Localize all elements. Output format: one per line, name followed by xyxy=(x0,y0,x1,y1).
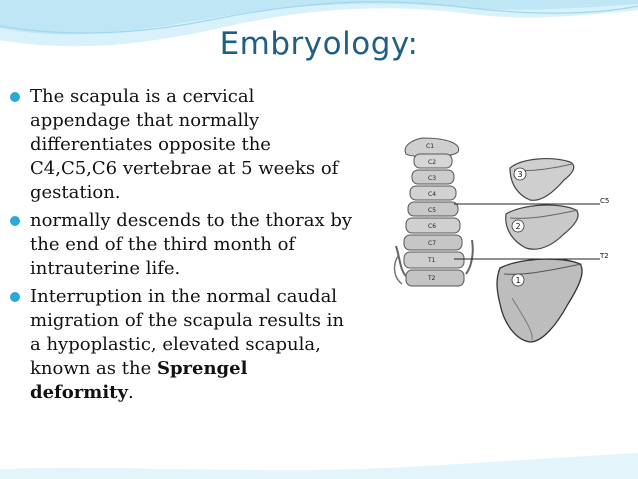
bullet-text-end: . xyxy=(127,382,134,403)
vertebra-label: C6 xyxy=(428,223,437,230)
stage-number: 1 xyxy=(515,276,521,285)
slide-title: Embryology: xyxy=(219,26,419,62)
bullet-text: normally descends to the thorax by the end of the third month of intrauterine life. xyxy=(30,210,353,279)
vertebra-label: T1 xyxy=(428,257,436,264)
bullet-text: Interruption in the normal caudal migration of the scapula results in a hypoplastic, elevated scapula, known as the xyxy=(30,286,345,379)
vertebra-label: C2 xyxy=(428,159,437,166)
vertebra-label: C4 xyxy=(428,191,437,198)
scapula-stage-1 xyxy=(497,259,582,342)
bullet-icon xyxy=(10,216,20,226)
bullet-item xyxy=(8,285,353,405)
bullet-icon xyxy=(10,92,20,102)
bullet-text: The scapula is a cervical appendage that normally differentiates opposite the C4,C5,C6 vertebrae at 5 weeks of gestation. xyxy=(30,86,339,203)
bullet-item xyxy=(8,209,353,281)
bullet-list xyxy=(8,85,353,409)
bullet-item xyxy=(8,85,353,205)
emphasis-text: Sprengel deformity xyxy=(30,358,248,403)
level-label: T2 xyxy=(600,252,609,260)
bottom-wave-decoration xyxy=(0,439,638,479)
bullet-icon xyxy=(10,292,20,302)
vertebra-label: T2 xyxy=(428,275,436,282)
vertebra-label: C1 xyxy=(426,143,435,150)
stage-number: 2 xyxy=(515,222,521,231)
vertebra-label: C5 xyxy=(428,207,437,214)
vertebra-label: C7 xyxy=(428,240,437,247)
stage-number: 3 xyxy=(517,170,523,179)
scapula-descent-illustration xyxy=(392,128,617,350)
level-label: C5 xyxy=(600,197,610,205)
vertebra-label: C3 xyxy=(428,175,437,182)
